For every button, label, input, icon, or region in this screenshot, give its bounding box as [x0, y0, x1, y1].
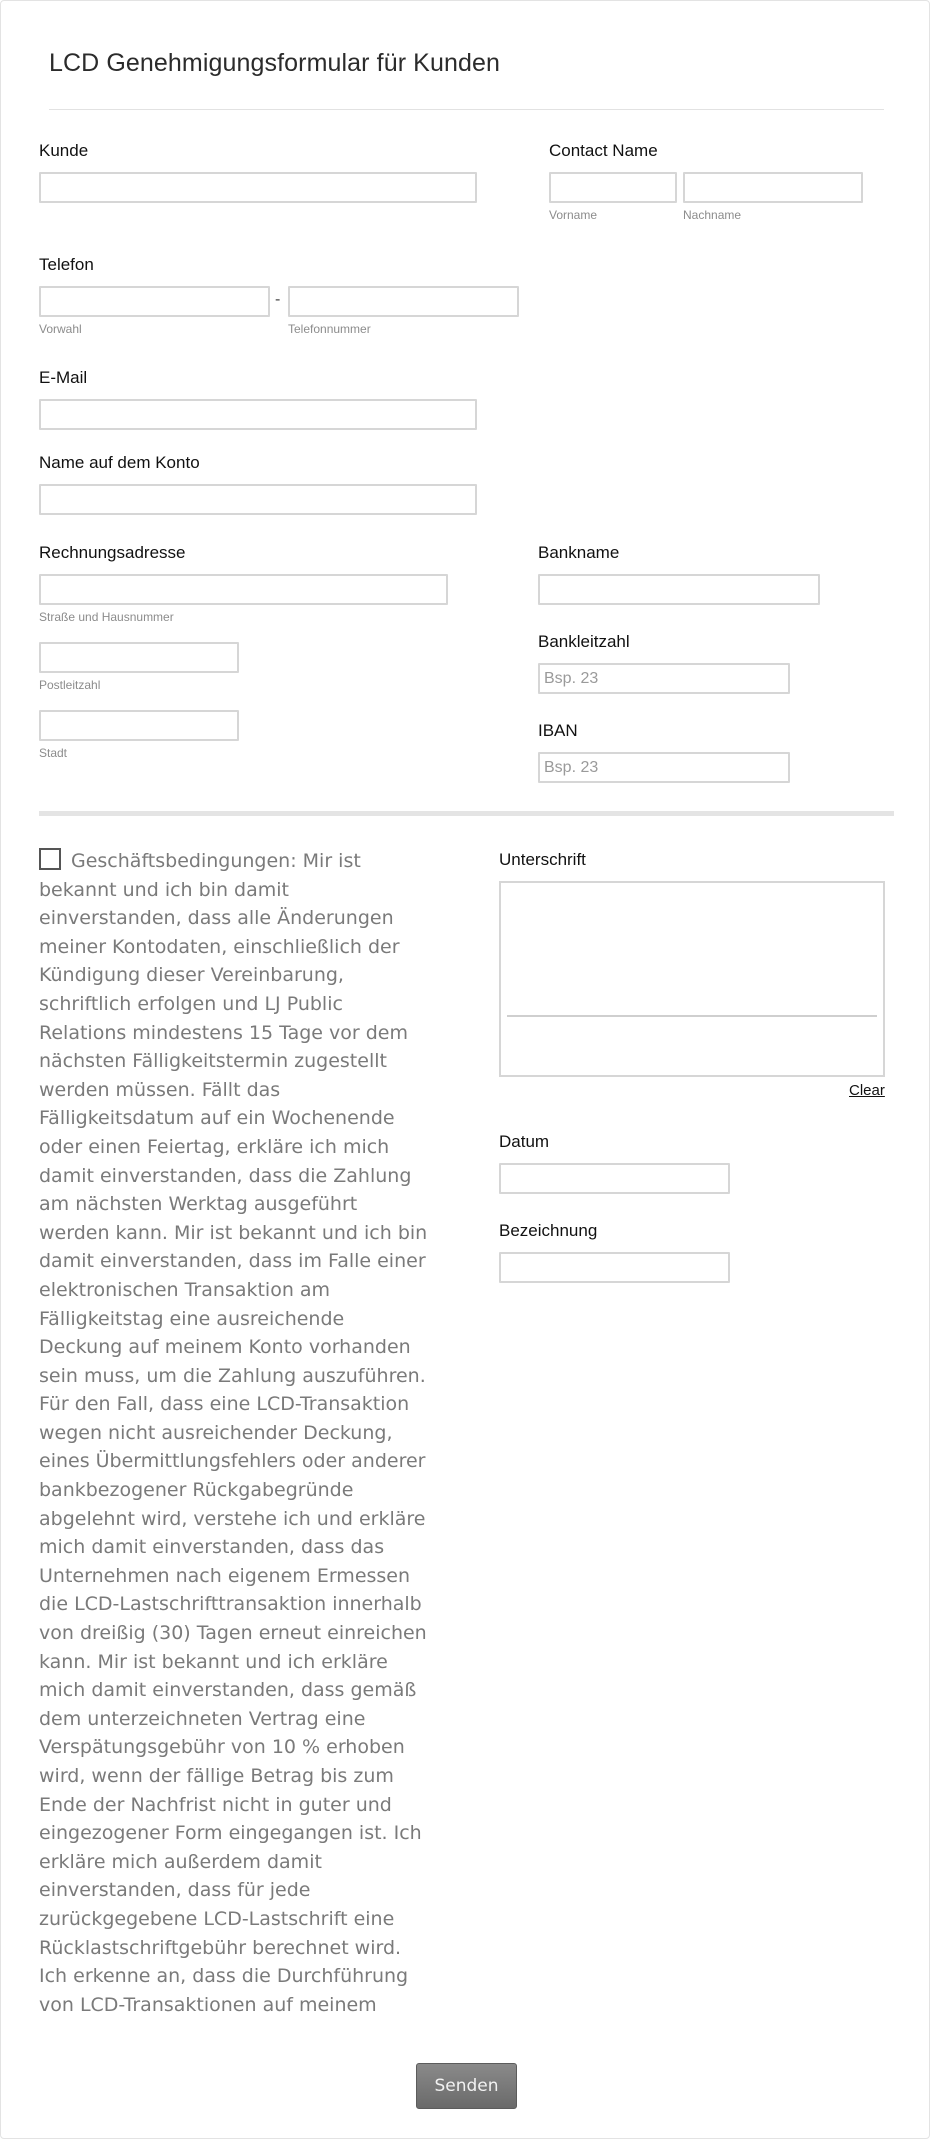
form-title: LCD Genehmigungsformular für Kunden	[49, 49, 500, 77]
submit-button[interactable]: Senden	[416, 2063, 517, 2109]
account-name-input[interactable]	[39, 484, 477, 515]
phone-number-input[interactable]	[288, 286, 519, 317]
terms-block	[39, 847, 429, 2019]
city-sublabel: Stadt	[39, 746, 68, 760]
bezeichnung-input[interactable]	[499, 1252, 730, 1283]
bezeichnung-label: Bezeichnung	[499, 1221, 598, 1240]
email-input[interactable]	[39, 399, 477, 430]
last-name-sublabel: Nachname	[683, 208, 742, 222]
bank-code-input[interactable]	[538, 663, 790, 694]
kunde-input[interactable]	[39, 172, 477, 203]
title-divider	[49, 109, 884, 110]
city-input[interactable]	[39, 710, 239, 741]
area-code-input[interactable]	[39, 286, 270, 317]
signature-pad[interactable]	[499, 881, 885, 1077]
signature-label: Unterschrift	[499, 850, 586, 869]
kunde-label: Kunde	[39, 141, 89, 160]
bank-code-label: Bankleitzahl	[538, 632, 630, 651]
datum-input[interactable]	[499, 1163, 730, 1194]
first-name-sublabel: Vorname	[549, 208, 598, 222]
phone-number-sublabel: Telefonnummer	[288, 322, 371, 336]
street-sublabel: Straße und Hausnummer	[39, 610, 174, 624]
section-divider	[39, 811, 894, 816]
last-name-input[interactable]	[683, 172, 863, 203]
terms-text: Geschäftsbedingungen: Mir ist bekannt und ich bin damit einverstanden, dass alle Änderungen meiner Kontodaten, einschließlich der Kündigung dieser Vereinbarung, schriftlich erfolgen und LJ Public Relations mindestens 15 Tage vor dem nächsten Fälligkeitstermin zugestellt werden müssen. Fällt das Fälligkeitsdatum auf ein Wochenende oder einen Feiertag, erkläre ich mich damit einverstanden, dass die Zahlung am nächsten Werktag ausgeführt werden kann. Mir ist bekannt und ich bin damit einverstanden, dass im Falle einer elektronischen Transaktion am Fälligkeitstag eine ausreichende Deckung auf meinem Konto vorhanden sein muss, um die Zahlung auszuführen. Für den Fall, dass eine LCD-Transaktion wegen nicht ausreichender Deckung, eines Übermittlungsfehlers oder anderer bankbezogener Rückgabegründe abgelehnt wird, verstehe ich und erkläre mich damit einverstanden, dass das Unternehmen nach eigenem Ermessen die LCD-Lastschrifttransaktion innerhalb von dreißig (30) Tagen erneut einreichen kann. Mir ist bekannt und ich erkläre mich damit einverstanden, dass gemäß dem unterzeichneten Vertrag eine Verspätungsgebühr von 10 % erhoben wird, wenn der fällige Betrag bis zum Ende der Nachfrist nicht in guter und eingezogener Form eingegangen ist. Ich erkläre mich außerdem damit einverstanden, dass für jede zurückgegebene LCD-Lastschrift eine Rücklastschriftgebühr berechnet wird. Ich erkenne an, dass die Durchführung von LCD-Transaktionen auf meinem	[39, 850, 428, 2016]
email-label: E-Mail	[39, 368, 88, 387]
street-input[interactable]	[39, 574, 448, 605]
contact-name-label: Contact Name	[549, 141, 658, 160]
bank-name-label: Bankname	[538, 543, 620, 562]
zip-input[interactable]	[39, 642, 239, 673]
iban-input[interactable]	[538, 752, 790, 783]
clear-signature-link[interactable]: Clear	[849, 1082, 885, 1099]
telefon-label: Telefon	[39, 255, 94, 274]
signature-baseline	[507, 1015, 877, 1017]
zip-sublabel: Postleitzahl	[39, 678, 101, 692]
account-name-label: Name auf dem Konto	[39, 453, 200, 472]
area-code-sublabel: Vorwahl	[39, 322, 82, 336]
terms-checkbox[interactable]	[39, 848, 61, 870]
billing-address-label: Rechnungsadresse	[39, 543, 186, 562]
datum-label: Datum	[499, 1132, 550, 1151]
bank-name-input[interactable]	[538, 574, 820, 605]
iban-label: IBAN	[538, 721, 578, 740]
phone-separator: -	[275, 291, 281, 308]
first-name-input[interactable]	[549, 172, 677, 203]
